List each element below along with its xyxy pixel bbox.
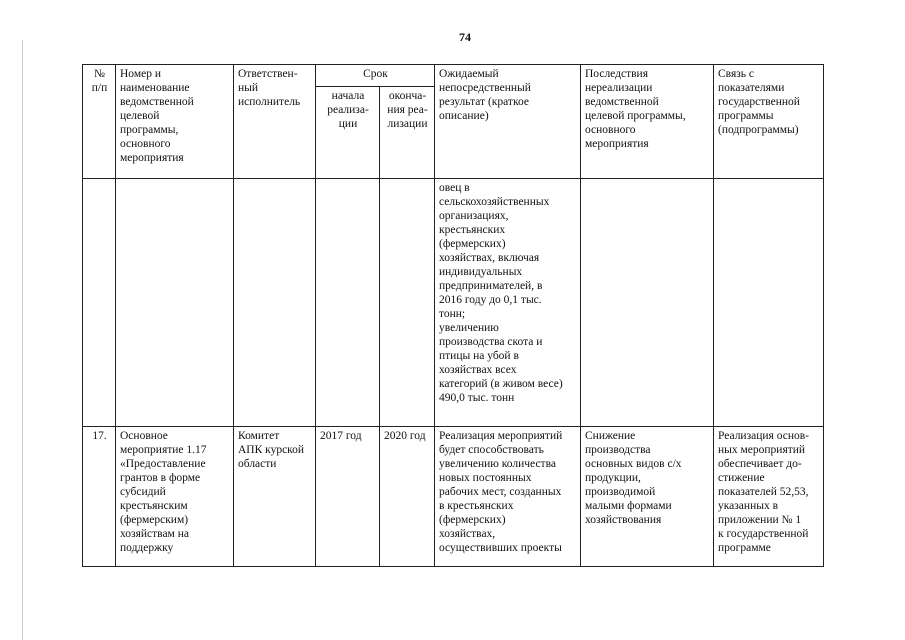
row17-link: Реализация основ- ных мероприятий обеспечивает до- стижение показателей 52,53, указанных в приложении № 1 к государственной программе: [714, 427, 824, 567]
cont-name: [116, 179, 234, 427]
header-expected: Ожидаемый непосредственный результат (краткое описание): [435, 65, 581, 179]
header-term-start: начала реализа- ции: [316, 87, 380, 179]
row17-num: 17.: [83, 427, 116, 567]
cont-end: [380, 179, 435, 427]
row17-responsible: Комитет АПК курской области: [234, 427, 316, 567]
program-table: [82, 64, 824, 567]
table-row-17: [83, 427, 824, 567]
header-num: № п/п: [83, 65, 116, 179]
scan-edge-line: [22, 40, 23, 640]
cont-responsible: [234, 179, 316, 427]
header-consequences: Последствия нереализации ведомственной целевой программы, основного мероприятия: [581, 65, 714, 179]
cont-num: [83, 179, 116, 427]
continuation-row: [83, 179, 824, 427]
row17-start: 2017 год: [316, 427, 380, 567]
row17-end: 2020 год: [380, 427, 435, 567]
cont-link: [714, 179, 824, 427]
row17-consequences: Снижение производства основных видов с/х продукции, производимой малыми формами хозяйствования: [581, 427, 714, 567]
row17-expected: Реализация мероприятий будет способствовать увеличению количества новых постоянных рабочих мест, созданных в крестьянских (фермерских) хозяйствах, осуществивших проекты: [435, 427, 581, 567]
cont-expected: овец в сельскохозяйственных организациях, крестьянских (фермерских) хозяйствах, включая индивидуальных предпринимателей, в 2016 году до 0,1 тыс. тонн; увеличению производства скота и птицы на убой в хозяйствах всех категорий (в живом весе) 490,0 тыс. тонн: [435, 179, 581, 427]
row17-name: Основное мероприятие 1.17 «Предоставление грантов в форме субсидий крестьянским (фермерским) хозяйствам на поддержку: [116, 427, 234, 567]
header-term-end: оконча- ния реа- лизации: [380, 87, 435, 179]
page-number: 74: [459, 30, 471, 44]
cont-start: [316, 179, 380, 427]
header-name: Номер и наименование ведомственной целевой программы, основного мероприятия: [116, 65, 234, 179]
header-link: Связь с показателями государственной программы (подпрограммы): [714, 65, 824, 179]
header-row: [83, 65, 824, 87]
cont-consequences: [581, 179, 714, 427]
header-term: Срок: [316, 65, 435, 87]
header-responsible: Ответствен- ный исполнитель: [234, 65, 316, 179]
